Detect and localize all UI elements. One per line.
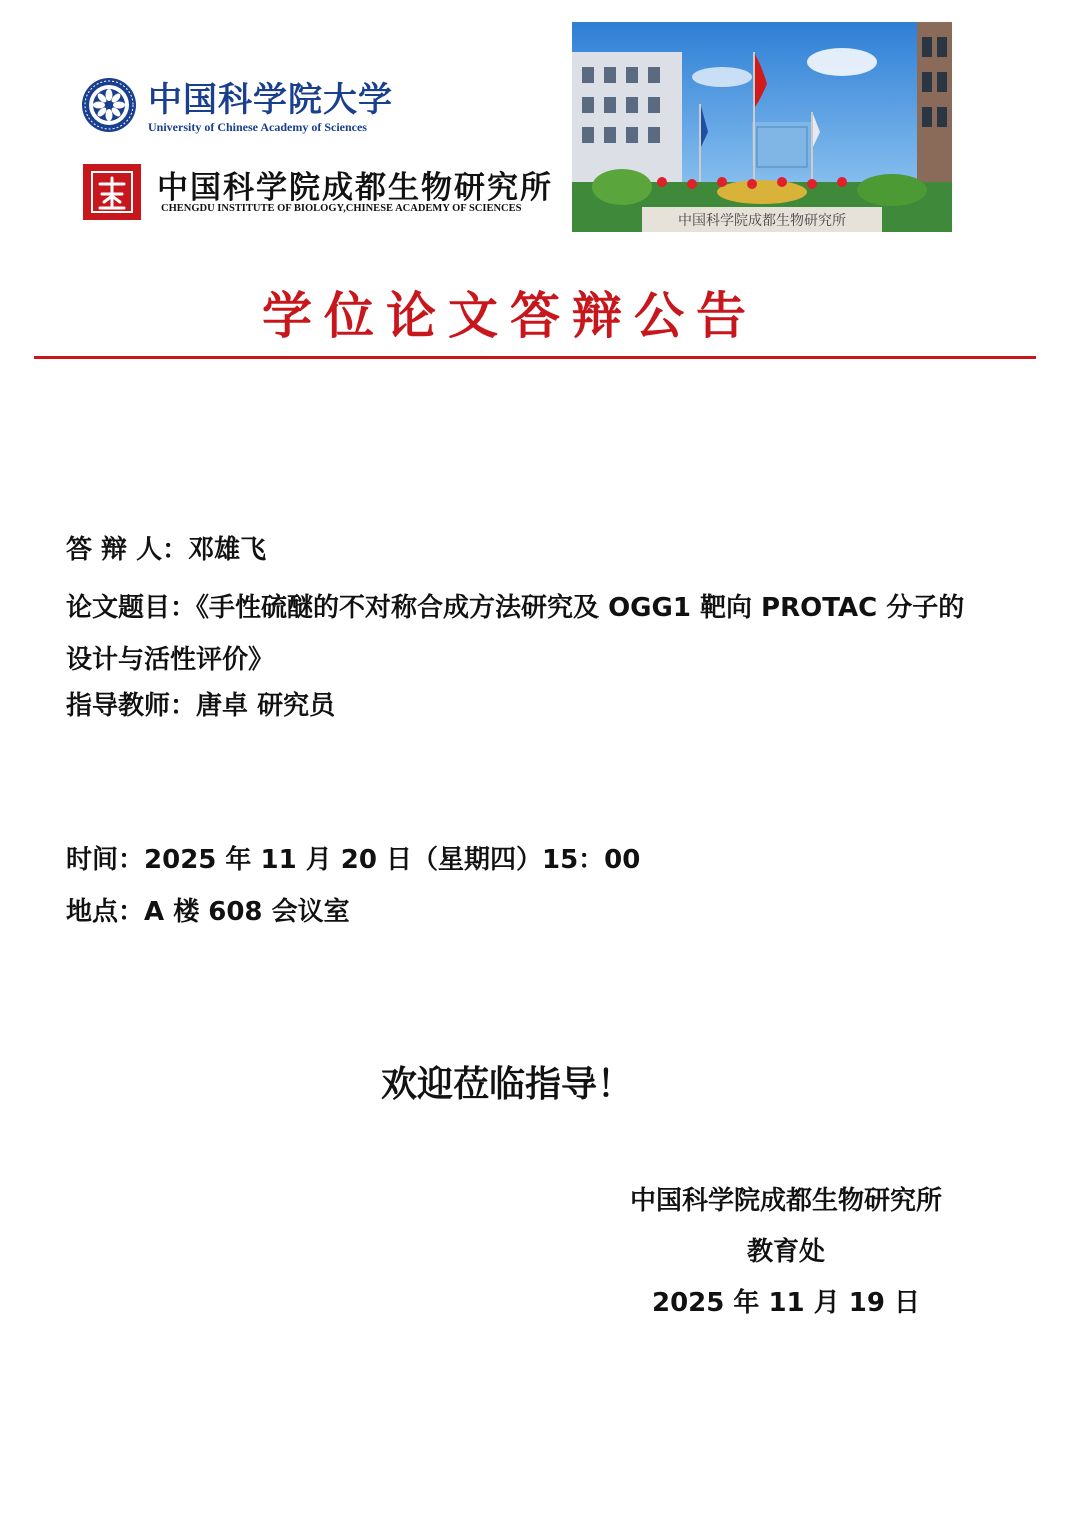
thesis-line (66, 582, 986, 686)
signature-dept: 教育处 (746, 1237, 825, 1267)
location-label: 地点： (66, 897, 145, 927)
cib-name-cn: 中国科学院成都生物研究所 (157, 170, 553, 206)
ucas-name-cn: 中国科学院大学 (148, 80, 393, 120)
time-label: 时间： (66, 845, 145, 875)
cib-seal-icon (83, 164, 141, 220)
campus-photo (572, 22, 952, 232)
ucas-emblem-icon (80, 76, 138, 134)
candidate-line (66, 533, 266, 567)
candidate-name: 邓雄飞 (188, 535, 267, 565)
advisor-name: 唐卓 研究员 (196, 691, 336, 721)
ucas-logo (80, 72, 400, 138)
ucas-name-en: University of Chinese Academy of Sciences (148, 120, 367, 134)
cib-name-en: CHENGDU INSTITUTE OF BIOLOGY,CHINESE ACADEMY OF SCIENCES (161, 203, 522, 214)
signature-org: 中国科学院成都生物研究所 (629, 1186, 942, 1216)
photo-caption: 中国科学院成都生物研究所 (678, 213, 846, 229)
cib-seal-glyph-icon (90, 170, 134, 214)
thesis-label: 论文题目： (66, 593, 197, 623)
advisor-label: 指导教师： (66, 691, 197, 721)
cib-logo (83, 162, 553, 222)
advisor-line (66, 689, 335, 723)
signature-date: 2025 年 11 月 19 日 (652, 1288, 920, 1318)
page-title: 学位论文答辩公告 (262, 286, 758, 345)
time-value: 2025 年 11 月 20 日（星期四）15：00 (144, 845, 641, 875)
location-value: A 楼 608 会议室 (144, 897, 350, 927)
location-line (66, 895, 350, 929)
time-line (66, 843, 640, 877)
thesis-title: 《手性硫醚的不对称合成方法研究及 OGG1 靶向 PROTAC 分子的设计与活性评价》 (66, 593, 965, 675)
welcome-text: 欢迎莅临指导！ (380, 1064, 633, 1105)
title-divider (34, 356, 1036, 359)
candidate-label: 答 辩 人： (66, 535, 189, 565)
